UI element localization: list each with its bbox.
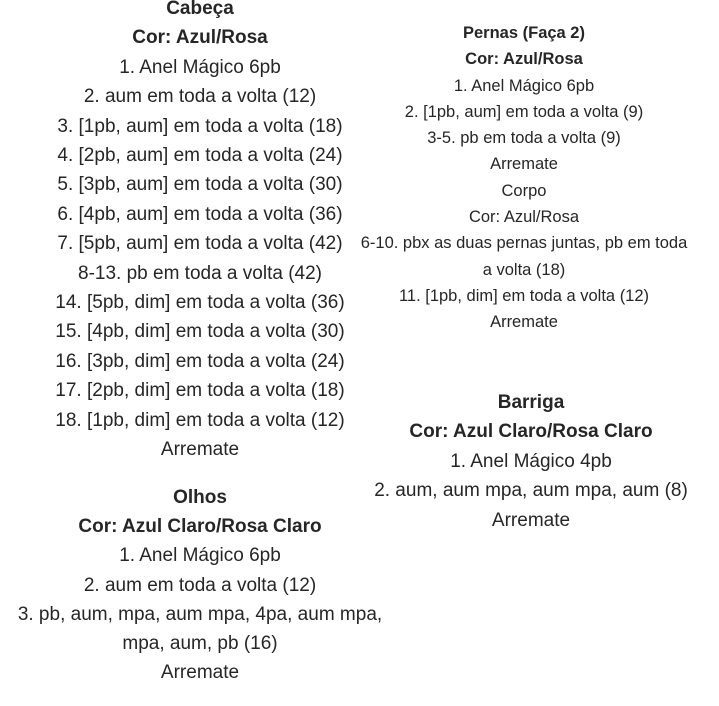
- cabeca-step: 5. [3pb, aum] em toda a volta (30): [57, 174, 343, 196]
- cabeca-step: 14. [5pb, dim] em toda a volta (36): [55, 292, 345, 314]
- cabeca-title: Cabeça: [166, 0, 234, 19]
- cabeca-step: 7. [5pb, aum] em toda a volta (42): [57, 233, 343, 255]
- cabeca-step: 18. [1pb, dim] em toda a volta (12): [55, 409, 345, 431]
- cabeca-step: 1. Anel Mágico 6pb: [119, 56, 281, 78]
- corpo-step: 11. [1pb, dim] em toda a volta (12): [398, 286, 650, 305]
- corpo-step: 6-10. pbx as duas pernas juntas, pb em toda: [360, 234, 688, 253]
- olhos-title: Olhos: [173, 487, 227, 508]
- corpo-title: Corpo: [501, 181, 547, 200]
- olhos-step: 2. aum em toda a volta (12): [83, 574, 317, 596]
- cabeca-color: Cor: Azul/Rosa: [132, 27, 268, 49]
- cabeca-step: 8-13. pb em toda a volta (42): [78, 262, 322, 284]
- corpo-color: Cor: Azul/Rosa: [468, 208, 580, 227]
- pernas-color: Cor: Azul/Rosa: [465, 50, 583, 69]
- barriga-step: 1. Anel Mágico 4pb: [450, 450, 612, 472]
- pernas-step: 3-5. pb em toda a volta (9): [427, 129, 621, 148]
- cabeca-step: 2. aum em toda a volta (12): [83, 86, 317, 108]
- cabeca-step: 16. [3pb, dim] em toda a volta (24): [55, 350, 345, 372]
- barriga-step: 2. aum, aum mpa, aum mpa, aum (8): [374, 480, 688, 502]
- pernas-step: Arremate: [490, 155, 558, 174]
- olhos-step: mpa, aum, pb (16): [122, 633, 278, 655]
- barriga-color: Cor: Azul Claro/Rosa Claro: [409, 421, 653, 443]
- olhos-step: 3. pb, aum, mpa, aum mpa, 4pa, aum mpa,: [17, 603, 383, 625]
- cabeca-step: 17. [2pb, dim] em toda a volta (18): [55, 380, 345, 402]
- cabeca-step: 3. [1pb, aum] em toda a volta (18): [57, 115, 343, 137]
- olhos-step: Arremate: [160, 662, 240, 684]
- pernas-title: Pernas (Faça 2): [463, 24, 585, 42]
- olhos-section: [0, 483, 420, 687]
- pernas-step: 2. [1pb, aum] em toda a volta (9): [404, 102, 644, 121]
- corpo-step: a volta (18): [482, 260, 566, 279]
- corpo-step: Arremate: [490, 313, 558, 332]
- barriga-title: Barriga: [497, 392, 565, 413]
- cabeca-step: Arremate: [160, 439, 240, 461]
- cabeca-step: 6. [4pb, aum] em toda a volta (36): [57, 203, 343, 225]
- cabeca-step: 15. [4pb, dim] em toda a volta (30): [55, 321, 345, 343]
- barriga-step: Arremate: [491, 509, 571, 531]
- olhos-color: Cor: Azul Claro/Rosa Claro: [78, 516, 322, 538]
- olhos-step: 1. Anel Mágico 6pb: [119, 545, 281, 567]
- pernas-section: [331, 20, 717, 336]
- pernas-step: 1. Anel Mágico 6pb: [453, 76, 595, 95]
- cabeca-step: 4. [2pb, aum] em toda a volta (24): [57, 145, 343, 167]
